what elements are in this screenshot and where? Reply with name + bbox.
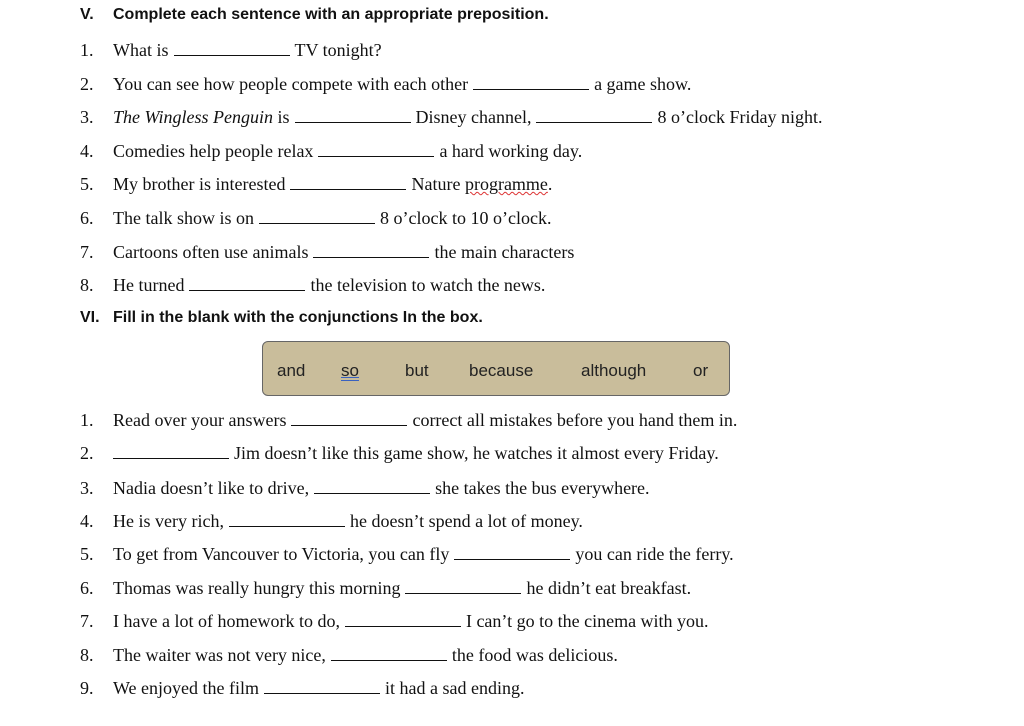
question-text: it had a sad ending.: [385, 678, 525, 698]
question-5-8: [80, 273, 545, 297]
question-text: We enjoyed the film: [113, 678, 260, 698]
answer-blank[interactable]: [291, 408, 407, 426]
question-text: Nadia doesn’t like to drive,: [113, 478, 310, 498]
answer-blank[interactable]: [345, 609, 461, 627]
section-5-heading: [80, 6, 549, 24]
question-text: is: [273, 107, 290, 127]
section-6-number: VI.: [80, 309, 100, 326]
word-so: so: [341, 361, 359, 380]
answer-blank[interactable]: [318, 139, 434, 157]
question-text: Cartoons often use animals: [113, 242, 309, 262]
question-text: Nature: [411, 174, 465, 194]
question-number: 8.: [80, 275, 94, 295]
question-text: the main characters: [434, 242, 575, 262]
word-because: because: [469, 361, 534, 380]
question-text: 8 o’clock Friday night.: [657, 107, 823, 127]
question-6-5: [80, 542, 734, 566]
question-6-2: [80, 441, 719, 465]
question-number: 5.: [80, 174, 94, 194]
question-6-9: [80, 676, 524, 700]
question-text: The waiter was not very nice,: [113, 645, 326, 665]
question-text: he doesn’t spend a lot of money.: [349, 511, 583, 531]
answer-blank[interactable]: [113, 441, 229, 459]
question-number: 7.: [80, 611, 94, 631]
answer-blank[interactable]: [313, 240, 429, 258]
question-number: 9.: [80, 678, 94, 698]
answer-blank[interactable]: [314, 476, 430, 494]
question-text: You can see how people compete with each other: [113, 74, 469, 94]
answer-blank[interactable]: [290, 172, 406, 190]
question-text: Read over your answers: [113, 410, 287, 430]
show-title: The Wingless Penguin: [113, 107, 273, 127]
question-text: you can ride the ferry.: [575, 544, 734, 564]
question-number: 3.: [80, 107, 94, 127]
section-6-heading: [80, 309, 483, 327]
question-text: she takes the bus everywhere.: [435, 478, 650, 498]
question-6-4: [80, 509, 583, 533]
question-number: 7.: [80, 242, 94, 262]
answer-blank[interactable]: [259, 206, 375, 224]
question-text: Disney channel,: [415, 107, 532, 127]
question-text: To get from Vancouver to Victoria, you can fly: [113, 544, 450, 564]
question-text: I have a lot of homework to do,: [113, 611, 340, 631]
section-6-title: Fill in the blank with the conjunctions In the box.: [113, 309, 483, 326]
question-text: correct all mistakes before you hand them in.: [412, 410, 738, 430]
answer-blank[interactable]: [331, 643, 447, 661]
answer-blank[interactable]: [174, 38, 290, 56]
question-number: 1.: [80, 40, 94, 60]
question-6-3: [80, 476, 650, 500]
question-5-7: [80, 240, 574, 264]
question-5-4: [80, 139, 582, 163]
spellcheck-word: programme: [464, 174, 548, 194]
word-although: although: [581, 361, 647, 380]
question-number: 4.: [80, 511, 94, 531]
answer-blank[interactable]: [189, 273, 305, 291]
question-5-3: [80, 105, 822, 129]
question-text: a game show.: [594, 74, 692, 94]
answer-blank[interactable]: [405, 576, 521, 594]
answer-blank[interactable]: [454, 542, 570, 560]
question-text: Thomas was really hungry this morning: [113, 578, 401, 598]
question-5-2: [80, 72, 691, 96]
answer-blank[interactable]: [536, 105, 652, 123]
word-and: and: [277, 361, 306, 380]
answer-blank[interactable]: [473, 72, 589, 90]
question-text: He turned: [113, 275, 185, 295]
question-6-7: [80, 609, 709, 633]
answer-blank[interactable]: [264, 676, 380, 694]
question-text: TV tonight?: [294, 40, 382, 60]
question-text: What is: [113, 40, 169, 60]
question-text: The talk show is on: [113, 208, 254, 228]
question-text: a hard working day.: [439, 141, 583, 161]
question-text: My brother is interested: [113, 174, 286, 194]
question-number: 6.: [80, 578, 94, 598]
question-text: I can’t go to the cinema with you.: [465, 611, 709, 631]
question-number: 1.: [80, 410, 94, 430]
question-text: Comedies help people relax: [113, 141, 314, 161]
question-text: He is very rich,: [113, 511, 224, 531]
question-6-6: [80, 576, 691, 600]
question-text: Jim doesn’t like this game show, he watches it almost every Friday.: [234, 443, 719, 463]
answer-blank[interactable]: [229, 509, 345, 527]
question-5-1: [80, 38, 382, 62]
question-number: 2.: [80, 443, 94, 463]
question-text: the television to watch the news.: [310, 275, 546, 295]
question-text: .: [547, 174, 553, 194]
word-but: but: [405, 361, 429, 380]
answer-blank[interactable]: [295, 105, 411, 123]
question-number: 3.: [80, 478, 94, 498]
question-5-6: [80, 206, 551, 230]
question-text: he didn’t eat breakfast.: [526, 578, 692, 598]
section-5-number: V.: [80, 6, 94, 23]
question-number: 6.: [80, 208, 94, 228]
question-number: 8.: [80, 645, 94, 665]
question-6-8: [80, 643, 618, 667]
question-text: the food was delicious.: [451, 645, 618, 665]
question-text: 8 o’clock to 10 o’clock.: [380, 208, 552, 228]
question-number: 2.: [80, 74, 94, 94]
question-number: 4.: [80, 141, 94, 161]
question-number: 5.: [80, 544, 94, 564]
word-or: or: [693, 361, 709, 380]
question-6-1: [80, 408, 737, 432]
conjunction-word-box: [262, 341, 730, 396]
section-5-title: Complete each sentence with an appropriate preposition.: [113, 6, 549, 23]
question-5-5: [80, 172, 552, 196]
